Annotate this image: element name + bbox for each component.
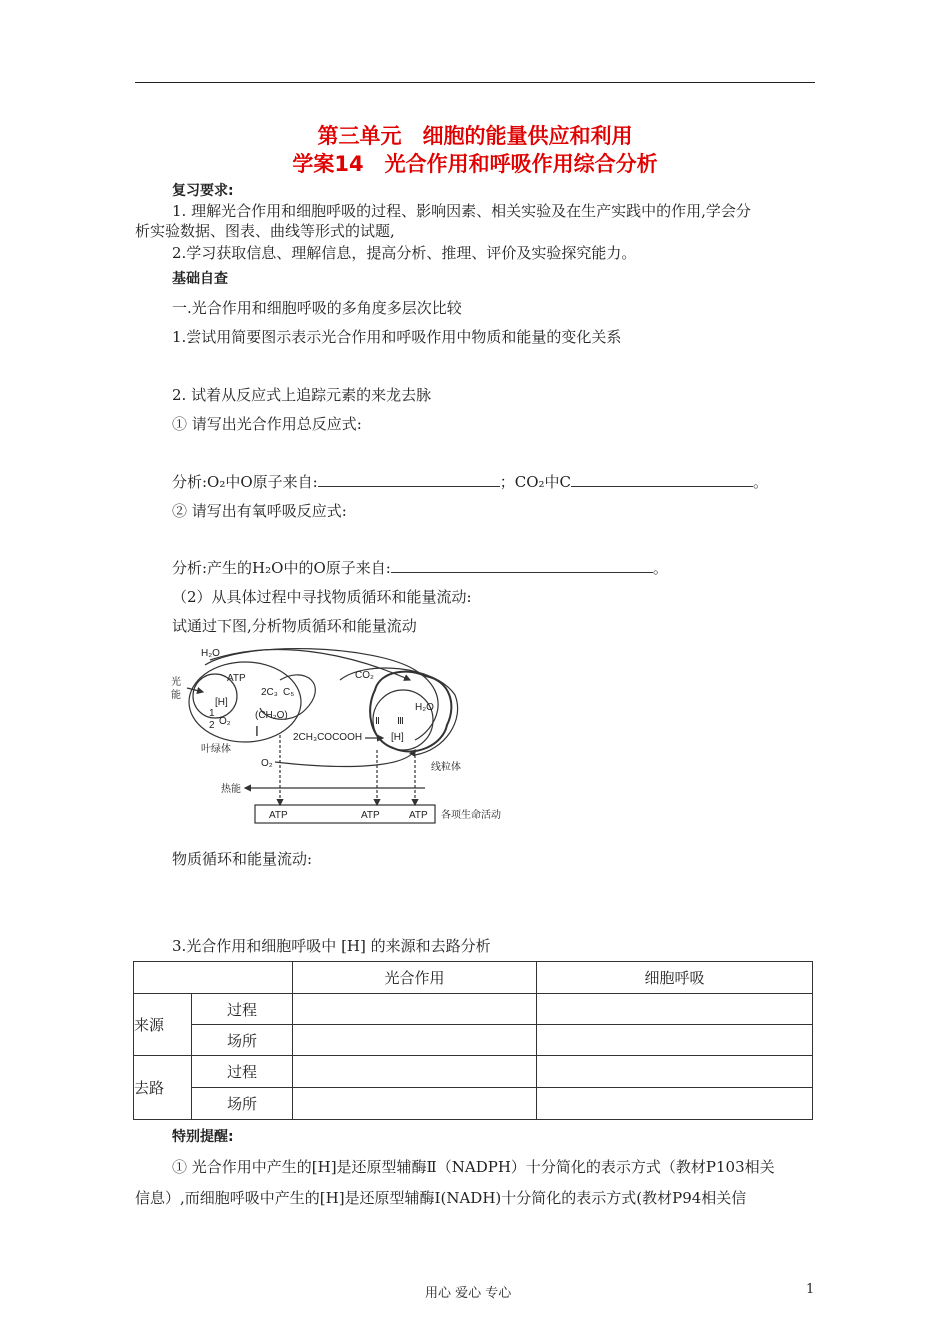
- table-fate-process: 过程: [192, 1056, 293, 1088]
- question-1: 1.尝试用简要图示表示光合作用和呼吸作用中物质和能量的变化关系: [172, 328, 622, 346]
- diagram-half-num: 1: [209, 708, 215, 719]
- question-2-1: ① 请写出光合作用总反应式:: [172, 415, 362, 433]
- diagram-atp-2: ATP: [361, 810, 380, 821]
- review-req1-line1: 1. 理解光合作用和细胞呼吸的过程、影响因素、相关实验及在生产实践中的作用,学会分: [172, 202, 751, 220]
- diagram-o2: O₂: [261, 758, 273, 769]
- analysis-2: [172, 557, 668, 578]
- figure-instruction: 试通过下图,分析物质循环和能量流动: [172, 617, 417, 635]
- h-source-fate-table: [133, 961, 813, 1120]
- header-rule: [135, 82, 815, 83]
- diagram-h2o-top: H₂O: [201, 648, 220, 659]
- table-header-respiration: 细胞呼吸: [537, 962, 813, 994]
- diagram-co2: CO₂: [355, 670, 374, 681]
- diagram-chloroplast: 叶绿体: [201, 744, 231, 755]
- analysis-1-o2-label: 分析:O₂中O原子来自:: [172, 473, 318, 491]
- table-row-source: 来源: [134, 994, 192, 1056]
- diagram-life-activities: 各项生命活动: [441, 810, 501, 821]
- tips-line-2: 信息）,而细胞呼吸中产生的[H]是还原型辅酶Ⅰ(NADH)十分简化的表示方式(教材P94相关信: [135, 1189, 747, 1207]
- tips-heading: 特别提醒:: [172, 1129, 234, 1145]
- unit-title: 第三单元 细胞的能量供应和利用: [317, 124, 633, 148]
- section1-title: 一.光合作用和细胞呼吸的多角度多层次比较: [172, 299, 462, 317]
- analysis-2-label: 分析:产生的H₂O中的O原子来自:: [172, 559, 391, 577]
- diagram-h-mito: [H]: [391, 732, 404, 743]
- table-corner: [134, 962, 293, 994]
- analysis-1-period: 。: [752, 473, 768, 491]
- table-cell[interactable]: [537, 1088, 813, 1120]
- table-source-site: 场所: [192, 1025, 293, 1056]
- table-cell[interactable]: [293, 1025, 537, 1056]
- diagram-ch2o: (CH₂O): [255, 710, 288, 721]
- o2-source-blank[interactable]: [318, 473, 500, 487]
- table-fate-site: 场所: [192, 1088, 293, 1120]
- diagram-o2-half: O₂: [219, 716, 231, 727]
- diagram-atp-1: ATP: [269, 810, 288, 821]
- table-cell[interactable]: [537, 1025, 813, 1056]
- diagram-mitochondrion: 线粒体: [431, 762, 461, 773]
- table-cell[interactable]: [537, 994, 813, 1025]
- table-header-photosynthesis: 光合作用: [293, 962, 537, 994]
- question-3: 3.光合作用和细胞呼吸中 [H] 的来源和去路分析: [172, 937, 491, 955]
- diagram-c5: C₅: [283, 687, 295, 698]
- diagram-h2o-mito: H₂O: [415, 702, 434, 713]
- h2o-oxygen-blank[interactable]: [391, 559, 653, 573]
- analysis-1-co2-label: ；CO₂中C: [499, 473, 571, 491]
- photosynthesis-respiration-diagram: [165, 640, 535, 830]
- table-cell[interactable]: [293, 1088, 537, 1120]
- case-title: 学案14 光合作用和呼吸作用综合分析: [292, 152, 658, 176]
- table-cell[interactable]: [537, 1056, 813, 1088]
- review-heading: 复习要求:: [172, 183, 234, 199]
- question-2: 2. 试着从反应式上追踪元素的来龙去脉: [172, 386, 432, 404]
- analysis-1: [172, 471, 768, 492]
- tips-line-1: ① 光合作用中产生的[H]是还原型辅酶Ⅱ（NADPH）十分简化的表示方式（教材P103相关: [172, 1158, 775, 1176]
- co2-carbon-blank[interactable]: [571, 473, 753, 487]
- diagram-c3: 2C₃: [261, 687, 278, 698]
- mitochondrion-shape: [370, 672, 451, 752]
- diagram-heat: 热能: [221, 784, 241, 795]
- diagram-half-den: 2: [209, 720, 215, 731]
- diagram-light: 光: [171, 677, 181, 688]
- basics-heading: 基础自查: [172, 271, 228, 287]
- review-req1-line2: 析实验数据、图表、曲线等形式的试题,: [135, 222, 395, 240]
- diagram-roman-1: Ⅰ: [255, 724, 259, 739]
- diagram-roman-2: Ⅱ: [375, 716, 380, 727]
- table-row-fate: 去路: [134, 1056, 192, 1120]
- diagram-pyruvate: 2CH₃COCOOH: [293, 732, 363, 743]
- diagram-energy: 能: [171, 690, 181, 701]
- diagram-roman-3: Ⅲ: [397, 716, 404, 727]
- cycle-label: 物质循环和能量流动:: [172, 850, 313, 868]
- question-2-2: ② 请写出有氧呼吸反应式:: [172, 502, 347, 520]
- diagram-h: [H]: [215, 697, 228, 708]
- table-cell[interactable]: [293, 994, 537, 1025]
- table-cell[interactable]: [293, 1056, 537, 1088]
- diagram-atp-3: ATP: [409, 810, 428, 821]
- analysis-2-period: 。: [652, 559, 668, 577]
- page-number: 1: [806, 1282, 815, 1297]
- question-2-part2: （2）从具体过程中寻找物质循环和能量流动:: [172, 588, 472, 606]
- diagram-atp: ATP: [227, 673, 246, 684]
- footer-motto: 用心 爱心 专心: [425, 1286, 512, 1301]
- table-source-process: 过程: [192, 994, 293, 1025]
- review-req2: 2.学习获取信息、理解信息，提高分析、推理、评价及实验探究能力。: [172, 244, 637, 262]
